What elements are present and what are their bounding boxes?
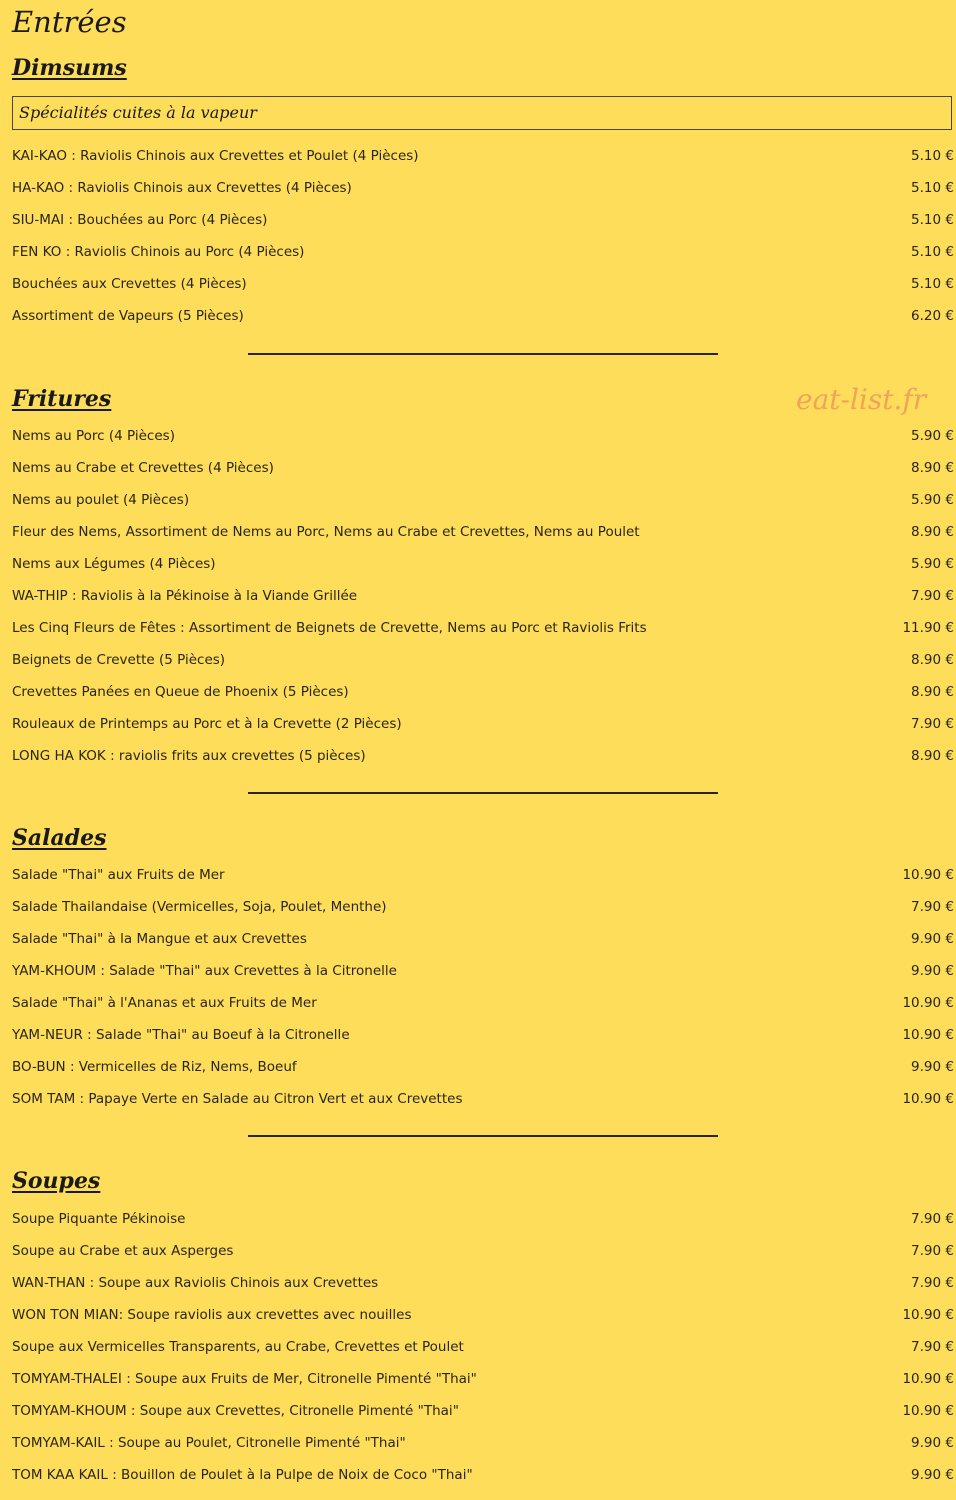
menu-item (12, 516, 954, 548)
menu-item (12, 1203, 954, 1235)
menu-item-name: HA-KAO : Raviolis Chinois aux Crevettes (4 Pièces) (12, 180, 352, 196)
menu-item (12, 204, 954, 236)
menu-item (12, 484, 954, 516)
menu-item-name: TOMYAM-THALEI : Soupe aux Fruits de Mer, Citronelle Pimenté "Thai" (12, 1371, 477, 1387)
section-divider (248, 792, 718, 794)
menu-item (12, 140, 954, 172)
menu-item-price: 7.90 € (911, 1211, 954, 1227)
menu-item-price: 8.90 € (911, 652, 954, 668)
menu-item (12, 1363, 954, 1395)
menu-item (12, 1331, 954, 1363)
menu-item-price: 10.90 € (902, 1091, 954, 1107)
menu-item-price: 7.90 € (911, 899, 954, 915)
menu-item-price: 5.90 € (911, 492, 954, 508)
menu-item-name: Fleur des Nems, Assortiment de Nems au Porc, Nems au Crabe et Crevettes, Nems au Poulet (12, 524, 640, 540)
menu-item (12, 268, 954, 300)
menu-item-price: 7.90 € (911, 716, 954, 732)
menu-item (12, 300, 954, 332)
menu-item-price: 7.90 € (911, 1339, 954, 1355)
menu-item (12, 548, 954, 580)
menu-item-price: 5.10 € (911, 180, 954, 196)
menu-item-name: SOM TAM : Papaye Verte en Salade au Citron Vert et aux Crevettes (12, 1091, 463, 1107)
menu-item-name: Bouchées aux Crevettes (4 Pièces) (12, 276, 247, 292)
menu-item-price: 9.90 € (911, 931, 954, 947)
menu-item-name: Salade "Thai" à l'Ananas et aux Fruits de Mer (12, 995, 317, 1011)
menu-item-name: TOMYAM-KAIL : Soupe au Poulet, Citronelle Pimenté "Thai" (12, 1435, 406, 1451)
menu-item-name: Nems au Porc (4 Pièces) (12, 428, 175, 444)
menu-item-price: 5.90 € (911, 556, 954, 572)
watermark-text: eat-list.fr (796, 383, 927, 416)
menu-item-price: 5.10 € (911, 244, 954, 260)
menu-item (12, 1235, 954, 1267)
menu-list-soupes (12, 1203, 954, 1491)
menu-item-price: 9.90 € (911, 1059, 954, 1075)
menu-item-name: Salade "Thai" à la Mangue et aux Crevettes (12, 931, 307, 947)
menu-item-name: LONG HA KOK : raviolis frits aux crevettes (5 pièces) (12, 748, 366, 764)
menu-item (12, 708, 954, 740)
menu-item (12, 1267, 954, 1299)
menu-item-name: TOM KAA KAIL : Bouillon de Poulet à la Pulpe de Noix de Coco "Thai" (12, 1467, 473, 1483)
page-title: Entrées (12, 5, 127, 39)
menu-item-price: 6.20 € (911, 308, 954, 324)
menu-item-name: YAM-KHOUM : Salade "Thai" aux Crevettes à la Citronelle (12, 963, 397, 979)
menu-item-name: Nems au Crabe et Crevettes (4 Pièces) (12, 460, 274, 476)
menu-item-name: TOMYAM-KHOUM : Soupe aux Crevettes, Citronelle Pimenté "Thai" (12, 1403, 459, 1419)
menu-item (12, 452, 954, 484)
menu-item-name: WON TON MIAN: Soupe raviolis aux crevettes avec nouilles (12, 1307, 412, 1323)
menu-list-salades (12, 859, 954, 1115)
menu-item-name: Rouleaux de Printemps au Porc et à la Crevette (2 Pièces) (12, 716, 402, 732)
menu-item-price: 5.10 € (911, 212, 954, 228)
menu-item (12, 172, 954, 204)
menu-item (12, 1051, 954, 1083)
menu-item-name: WAN-THAN : Soupe aux Raviolis Chinois aux Crevettes (12, 1275, 379, 1291)
section-title-soupes: Soupes (12, 1168, 101, 1194)
menu-item-price: 10.90 € (902, 995, 954, 1011)
menu-item (12, 1019, 954, 1051)
menu-item-price: 5.10 € (911, 276, 954, 292)
section-subtitle-vapeur: Spécialités cuites à la vapeur (12, 96, 952, 130)
menu-item-name: Salade Thailandaise (Vermicelles, Soja, Poulet, Menthe) (12, 899, 387, 915)
menu-item-price: 8.90 € (911, 460, 954, 476)
menu-list-fritures (12, 420, 954, 772)
menu-item-name: SIU-MAI : Bouchées au Porc (4 Pièces) (12, 212, 268, 228)
menu-item (12, 676, 954, 708)
menu-item-price: 9.90 € (911, 963, 954, 979)
menu-item (12, 1395, 954, 1427)
menu-item (12, 987, 954, 1019)
menu-item (12, 580, 954, 612)
section-divider (248, 1135, 718, 1137)
menu-item (12, 420, 954, 452)
menu-item-name: Salade "Thai" aux Fruits de Mer (12, 867, 225, 883)
menu-item-price: 5.10 € (911, 148, 954, 164)
menu-item-name: Beignets de Crevette (5 Pièces) (12, 652, 226, 668)
menu-item-name: YAM-NEUR : Salade "Thai" au Boeuf à la Citronelle (12, 1027, 350, 1043)
menu-item (12, 1083, 954, 1115)
menu-item-name: Les Cinq Fleurs de Fêtes : Assortiment de Beignets de Crevette, Nems au Porc et Raviolis Frits (12, 620, 647, 636)
menu-item (12, 1459, 954, 1491)
section-title-dimsums: Dimsums (12, 55, 127, 81)
menu-item-price: 8.90 € (911, 748, 954, 764)
section-title-salades: Salades (12, 825, 107, 851)
menu-item-name: KAI-KAO : Raviolis Chinois aux Crevettes et Poulet (4 Pièces) (12, 148, 419, 164)
menu-item (12, 1299, 954, 1331)
menu-item-name: WA-THIP : Raviolis à la Pékinoise à la Viande Grillée (12, 588, 358, 604)
menu-item-price: 5.90 € (911, 428, 954, 444)
menu-item-price: 9.90 € (911, 1435, 954, 1451)
menu-item-price: 7.90 € (911, 1275, 954, 1291)
menu-item-name: Assortiment de Vapeurs (5 Pièces) (12, 308, 244, 324)
menu-item (12, 644, 954, 676)
menu-item (12, 1427, 954, 1459)
menu-item-price: 7.90 € (911, 588, 954, 604)
menu-item-price: 9.90 € (911, 1467, 954, 1483)
menu-item-name: Nems aux Légumes (4 Pièces) (12, 556, 216, 572)
menu-item-price: 11.90 € (902, 620, 954, 636)
menu-item-name: BO-BUN : Vermicelles de Riz, Nems, Boeuf (12, 1059, 297, 1075)
menu-item-price: 7.90 € (911, 1243, 954, 1259)
menu-item (12, 923, 954, 955)
menu-item-price: 10.90 € (902, 1307, 954, 1323)
menu-list-dimsums (12, 140, 954, 332)
menu-item-price: 10.90 € (902, 1403, 954, 1419)
menu-item (12, 955, 954, 987)
menu-item-price: 10.90 € (902, 1371, 954, 1387)
section-title-fritures: Fritures (12, 386, 112, 412)
menu-item-price: 8.90 € (911, 684, 954, 700)
section-divider (248, 353, 718, 355)
menu-item (12, 236, 954, 268)
menu-item-name: Soupe Piquante Pékinoise (12, 1211, 186, 1227)
menu-item (12, 612, 954, 644)
menu-item-name: Crevettes Panées en Queue de Phoenix (5 Pièces) (12, 684, 349, 700)
menu-item-price: 10.90 € (902, 867, 954, 883)
menu-item (12, 891, 954, 923)
menu-item-name: FEN KO : Raviolis Chinois au Porc (4 Pièces) (12, 244, 305, 260)
menu-item-name: Nems au poulet (4 Pièces) (12, 492, 190, 508)
menu-item-name: Soupe au Crabe et aux Asperges (12, 1243, 234, 1259)
menu-item (12, 740, 954, 772)
menu-item-name: Soupe aux Vermicelles Transparents, au Crabe, Crevettes et Poulet (12, 1339, 464, 1355)
menu-item (12, 859, 954, 891)
menu-item-price: 10.90 € (902, 1027, 954, 1043)
menu-item-price: 8.90 € (911, 524, 954, 540)
